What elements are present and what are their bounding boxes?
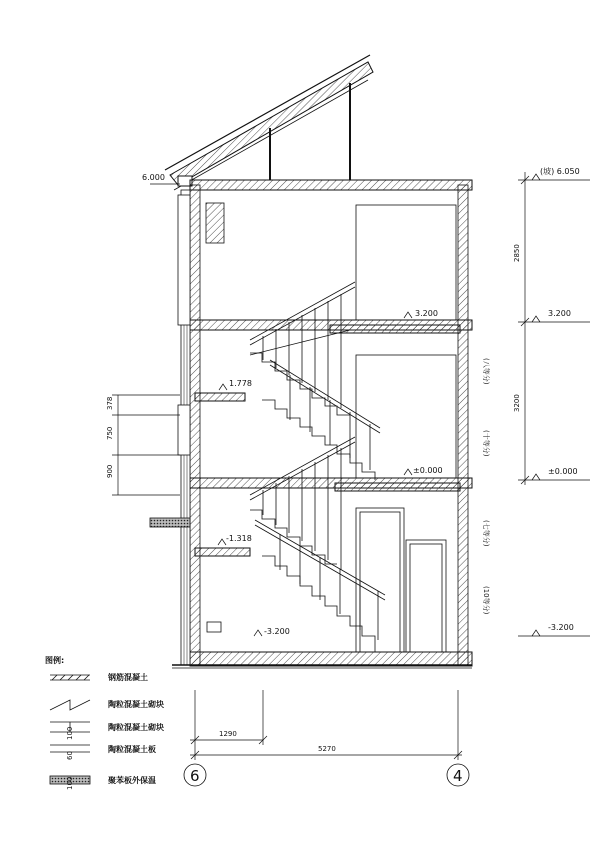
stairs <box>250 282 385 652</box>
inner-elevation-landing: 1.778 <box>229 379 252 388</box>
legend-title: 图例: <box>45 656 65 665</box>
elevation-basement: -3.200 <box>548 623 574 632</box>
elevation-roof: (坡) 6.050 <box>540 167 580 176</box>
dim-bottom-total: 5270 <box>318 745 336 753</box>
legend-item-label: 钢筋混凝土 <box>108 673 148 682</box>
board-icon <box>50 745 90 752</box>
axis-bubbles <box>184 764 469 786</box>
roof <box>150 55 373 190</box>
legend-item-label: 陶粒混凝土板 <box>108 745 156 754</box>
dim-middle: 3200 <box>513 394 521 412</box>
dim-left-c: 900 <box>106 464 114 478</box>
roof-elevation-label: 6.000 <box>142 173 165 182</box>
legend-item-label: 聚苯板外保温 <box>108 776 156 785</box>
stair-note-ten-b: (10等分) <box>482 586 490 615</box>
inner-elevation-lower-landing: -1.318 <box>226 534 252 543</box>
doors <box>207 205 456 652</box>
legend-dim: 60 <box>66 751 74 760</box>
elevation-upper-floor: 3.200 <box>548 309 571 318</box>
walls <box>150 185 472 668</box>
left-dimension-chain <box>112 395 180 495</box>
dim-left-b: 750 <box>106 426 114 440</box>
legend-dim: 100 <box>66 726 74 740</box>
dim-upper: 2850 <box>513 244 521 262</box>
right-dimension-chain <box>518 172 590 636</box>
inner-elevation-basement: -3.200 <box>264 627 290 636</box>
legend-dim: 100 <box>66 776 74 790</box>
zigzag-icon <box>50 700 90 710</box>
stair-note-seven: (七等分) <box>482 520 490 547</box>
legend-item-label: 陶粒混凝土砌块 <box>108 723 164 732</box>
stair-note-eight: (八等分) <box>482 358 490 385</box>
hatch-icon <box>50 675 90 680</box>
axis-label-right: 4 <box>453 767 463 785</box>
dim-bottom-short: 1290 <box>219 730 237 738</box>
floor-slabs <box>190 180 472 666</box>
stair-note-ten: (十等分) <box>482 430 490 457</box>
elevation-ground: ±0.000 <box>548 467 578 476</box>
legend-item-label: 陶粒混凝土砌块 <box>108 700 164 709</box>
inner-elevation-upper: 3.200 <box>415 309 438 318</box>
axis-label-left: 6 <box>190 767 200 785</box>
inner-elevation-ground: ±0.000 <box>413 466 443 475</box>
dim-left-a: 378 <box>106 396 114 410</box>
